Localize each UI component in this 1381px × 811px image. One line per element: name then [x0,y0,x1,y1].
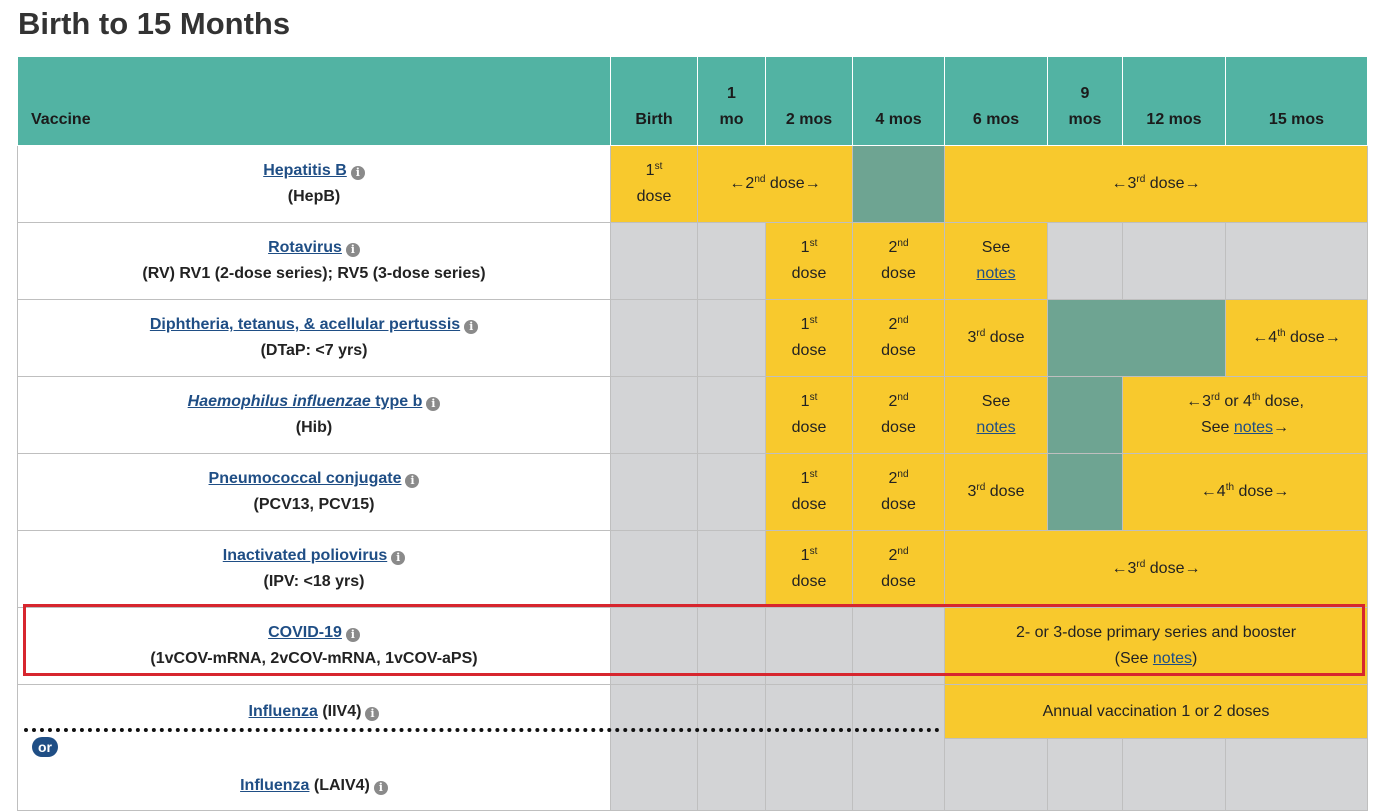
dtap-catchup [1048,300,1226,377]
dtap-link[interactable]: Diphtheria, tetanus, & acellular pertussis [149,316,461,333]
hib-birth [611,377,698,454]
ipv-birth [611,531,698,608]
vaccine-cell-covid [18,608,611,685]
pcv-abbr: (PCV13, PCV15) [253,496,375,513]
rota-1mo [698,223,766,300]
info-icon[interactable]: i [346,243,360,257]
pcv-1mo [698,454,766,531]
notes-link[interactable]: notes [976,419,1016,436]
rota-birth [611,223,698,300]
hepb-link[interactable]: Hepatitis B [263,162,347,179]
rota-9mos [1048,223,1123,300]
flu-laiv4-6mos [945,739,1048,811]
hib-9mos-catchup [1048,377,1123,454]
info-icon[interactable]: i [365,707,379,721]
hepb-birth-dose: 1st dose [611,146,698,223]
or-badge: or [32,737,58,757]
table-row-hepb [18,146,1368,223]
dotted-separator [24,728,940,732]
vaccine-cell-hib [18,377,611,454]
rota-2nd-dose: 2nd dose [853,223,945,300]
info-icon[interactable]: i [374,781,388,795]
header-12mos: 12 mos [1123,57,1226,146]
info-icon[interactable]: i [426,397,440,411]
dtap-1mo [698,300,766,377]
covid-link[interactable]: COVID-19 [268,624,342,641]
flu-laiv4-15mos [1226,739,1368,811]
hib-link[interactable]: Haemophilus influenzae type b [187,393,423,410]
flu-laiv4-12mos [1123,739,1226,811]
hepb-abbr: (HepB) [287,188,341,205]
hib-2nd-dose: 2nd dose [853,377,945,454]
vaccine-cell-ipv [18,531,611,608]
pcv-4th-dose: ←4th dose→ [1123,454,1368,531]
rota-link[interactable]: Rotavirus [268,239,342,256]
pcv-1st-dose: 1st dose [766,454,853,531]
pcv-9mos-catchup [1048,454,1123,531]
table-row-dtap [18,300,1368,377]
ipv-3rd-dose: ←3rd dose→ [945,531,1368,608]
vaccine-cell-hepb [18,146,611,223]
covid-birth [611,608,698,685]
dtap-2nd-dose: 2nd dose [853,300,945,377]
dtap-1st-dose: 1st dose [766,300,853,377]
covid-2mos [766,608,853,685]
header-9mos: 9 mos [1048,57,1123,146]
hib-3rd-4th-dose: ←3rd or 4th dose, See notes→ [1123,377,1368,454]
dtap-birth [611,300,698,377]
flu-laiv4-9mos [1048,739,1123,811]
hepb-2nd-dose: ←2nd dose→ [698,146,853,223]
hib-abbr: (Hib) [295,419,333,436]
pcv-2nd-dose: 2nd dose [853,454,945,531]
ipv-link[interactable]: Inactivated poliovirus [222,547,388,564]
table-row-pcv [18,454,1368,531]
flu-2mos [766,685,853,811]
info-icon[interactable]: i [405,474,419,488]
dtap-3rd-dose: 3rd dose [945,300,1048,377]
covid-1mo [698,608,766,685]
table-row-hib [18,377,1368,454]
notes-link[interactable]: notes [1152,650,1193,667]
dtap-abbr: (DTaP: <7 yrs) [260,342,368,359]
header-15mos: 15 mos [1226,57,1368,146]
flu-4mos [853,685,945,811]
header-birth: Birth [611,57,698,146]
ipv-2nd-dose: 2nd dose [853,531,945,608]
table-row-rota [18,223,1368,300]
flu-laiv4-link[interactable]: Influenza [240,777,310,794]
table-row-covid [18,608,1368,685]
info-icon[interactable]: i [464,320,478,334]
vaccine-cell-flu: Influenza (IIV4) i Influenza (LAIV4) i [18,685,611,811]
pcv-3rd-dose: 3rd dose [945,454,1048,531]
vaccine-cell-rota [18,223,611,300]
info-icon[interactable]: i [351,166,365,180]
flu-1mo [698,685,766,811]
rota-15mos [1226,223,1368,300]
vaccine-cell-pcv [18,454,611,531]
covid-primary-series: 2- or 3-dose primary series and booster (See notes) [945,608,1368,685]
flu-iiv4-link[interactable]: Influenza [248,703,318,720]
flu-annual-vaccination: Annual vaccination 1 or 2 doses [945,685,1368,739]
page-title: Birth to 15 Months [18,6,291,41]
ipv-abbr: (IPV: <18 yrs) [263,573,365,590]
rota-1st-dose: 1st dose [766,223,853,300]
table-row-ipv [18,531,1368,608]
immunization-schedule-table [17,56,1368,811]
ipv-1st-dose: 1st dose [766,531,853,608]
header-6mos: 6 mos [945,57,1048,146]
flu-birth [611,685,698,811]
hepb-4mos-catchup [853,146,945,223]
hib-see-notes: See notes [945,377,1048,454]
notes-link[interactable]: notes [1233,419,1274,436]
hepb-3rd-dose: ←3rd dose→ [945,146,1368,223]
hib-1mo [698,377,766,454]
rota-see-notes: See notes [945,223,1048,300]
covid-4mos [853,608,945,685]
pcv-birth [611,454,698,531]
ipv-1mo [698,531,766,608]
rota-abbr: (RV) RV1 (2-dose series); RV5 (3-dose series) [142,265,486,282]
header-1mo: 1 mo [698,57,766,146]
header-vaccine: Vaccine [18,57,611,146]
info-icon[interactable]: i [391,551,405,565]
hib-1st-dose: 1st dose [766,377,853,454]
info-icon[interactable]: i [346,628,360,642]
dtap-4th-dose: ←4th dose→ [1226,300,1368,377]
covid-abbr: (1vCOV-mRNA, 2vCOV-mRNA, 1vCOV-aPS) [150,650,478,667]
rota-12mos [1123,223,1226,300]
header-2mos: 2 mos [766,57,853,146]
header-4mos: 4 mos [853,57,945,146]
notes-link[interactable]: notes [976,265,1016,282]
pcv-link[interactable]: Pneumococcal conjugate [208,470,402,487]
vaccine-cell-dtap [18,300,611,377]
